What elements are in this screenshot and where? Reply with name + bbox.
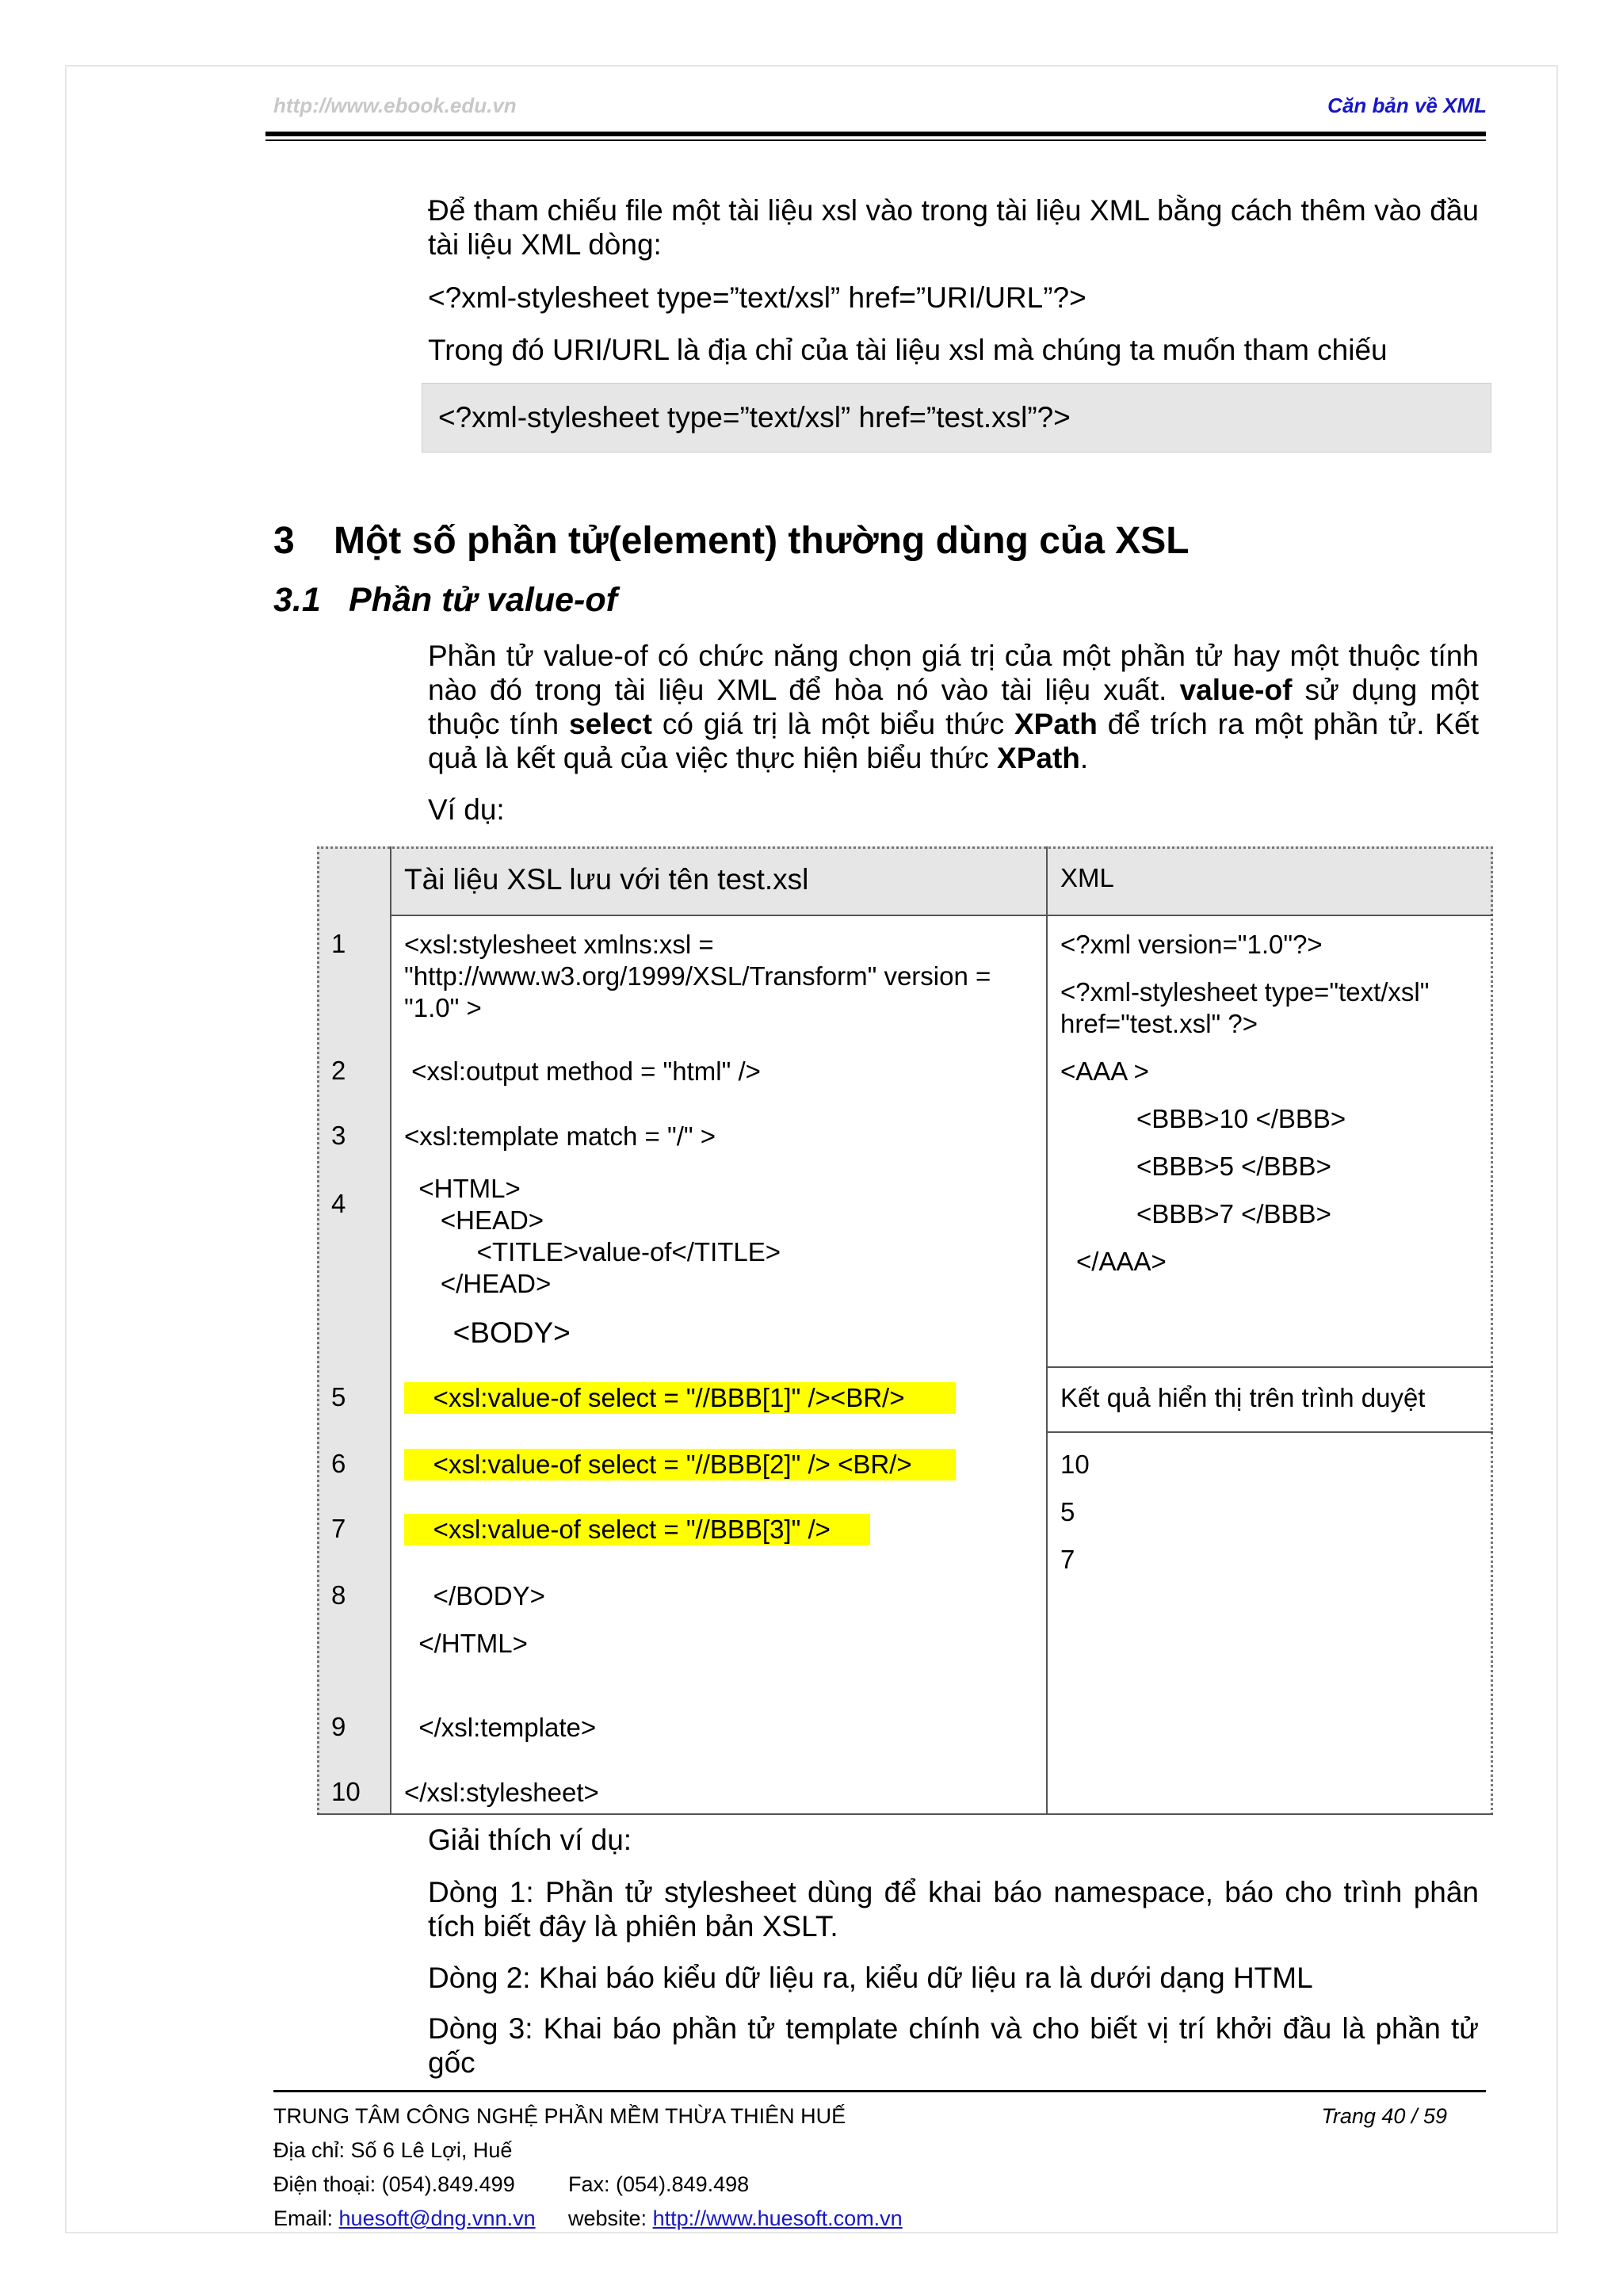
- line-number: 8: [331, 1580, 346, 1610]
- subsection-number: 3.1: [273, 581, 321, 619]
- desc-text: có giá trị là một biểu thức: [651, 708, 1014, 740]
- line-number: 2: [331, 1056, 346, 1085]
- xml-code-line: </AAA>: [1076, 1247, 1167, 1276]
- result-value: 5: [1060, 1497, 1075, 1526]
- line-number: 7: [331, 1514, 346, 1543]
- footer-phone: Điện thoại: (054).849.499: [273, 2172, 515, 2196]
- xsl-code-line: <xsl:template match = "/" >: [404, 1121, 716, 1151]
- header-url: http://www.ebook.edu.vn: [273, 94, 517, 117]
- subsection-title: Phần tử value-of: [349, 581, 617, 619]
- header-rule-thin: [265, 139, 1486, 141]
- desc-bold: XPath: [1014, 708, 1098, 740]
- xsl-code-line: <HTML>: [404, 1174, 521, 1203]
- explanation-line: Dòng 1: Phần tử stylesheet dùng để khai báo namespace, báo cho trình phân tích biết đây là phiên bản XSLT.: [428, 1876, 1479, 1943]
- website-link[interactable]: http://www.huesoft.com.vn: [652, 2206, 903, 2230]
- header-rule: [265, 132, 1486, 136]
- email-label: Email:: [273, 2206, 339, 2230]
- xsl-code-line: </HTML>: [404, 1629, 528, 1658]
- code-example-box: [422, 383, 1491, 453]
- intro-paragraph: Để tham chiếu file một tài liệu xsl vào trong tài liệu XML bằng cách thêm vào đầu tài liệu XML dòng:: [428, 194, 1479, 261]
- highlighted-code-line: <xsl:value-of select = "//BBB[3]" />: [404, 1514, 870, 1545]
- table-border: [1046, 1366, 1493, 1368]
- table-border: [390, 915, 1493, 916]
- xsl-code-line: </BODY>: [404, 1581, 545, 1610]
- section-number: 3: [273, 520, 295, 562]
- xsl-code-line: </xsl:stylesheet>: [404, 1778, 599, 1807]
- desc-text: sử dụng một thuộc tính: [428, 674, 1479, 740]
- intro-note: Trong đó URI/URL là địa chỉ của tài liệu xsl mà chúng ta muốn tham chiếu: [428, 334, 1388, 366]
- code-example: <?xml-stylesheet type=”text/xsl” href=”test.xsl”?>: [438, 401, 1071, 434]
- footer-email: [273, 2206, 536, 2231]
- xsl-code-line: <HEAD>: [404, 1205, 544, 1235]
- xml-code-line: <BBB>7 </BBB>: [1136, 1199, 1331, 1228]
- table-border: [1046, 846, 1048, 1815]
- website-label: website:: [568, 2206, 653, 2230]
- desc-text: .: [1079, 742, 1089, 774]
- xml-code-line: href="test.xsl" ?>: [1060, 1009, 1258, 1038]
- example-table: [317, 846, 1493, 1815]
- line-number: 6: [331, 1449, 346, 1478]
- section-heading: [273, 519, 1190, 563]
- result-value: 10: [1060, 1450, 1090, 1479]
- xml-code-line: <BBB>5 </BBB>: [1136, 1152, 1331, 1181]
- xsl-code-line: </xsl:template>: [404, 1713, 597, 1742]
- xsl-column-header: Tài liệu XSL lưu với tên test.xsl: [404, 863, 809, 896]
- xsl-code-line: "http://www.w3.org/1999/XSL/Transform" version =: [404, 961, 991, 991]
- line-number: 3: [331, 1121, 346, 1150]
- footer-organization: TRUNG TÂM CÔNG NGHỆ PHẦN MỀM THỪA THIÊN HUẾ: [273, 2104, 846, 2128]
- line-number: 10: [331, 1777, 361, 1806]
- desc-bold: value-of: [1179, 674, 1293, 706]
- highlighted-code-line: <xsl:value-of select = "//BBB[2]" /> <BR/>: [404, 1449, 956, 1480]
- table-border: [317, 846, 1493, 849]
- xml-code-line: <?xml version="1.0"?>: [1060, 930, 1323, 959]
- footer-fax: Fax: (054).849.498: [568, 2172, 750, 2196]
- xsl-code-line: <xsl:stylesheet xmlns:xsl =: [404, 930, 714, 959]
- result-value: 7: [1060, 1545, 1075, 1574]
- line-number: 5: [331, 1382, 346, 1412]
- line-number-column: [317, 846, 390, 1815]
- xsl-code-line: "1.0" >: [404, 993, 482, 1022]
- subsection-heading: [273, 581, 617, 620]
- email-link[interactable]: huesoft@dng.vnn.vn: [338, 2206, 536, 2230]
- desc-bold: XPath: [997, 742, 1080, 774]
- explanation-title: Giải thích ví dụ:: [428, 1824, 632, 1856]
- xml-column-header: XML: [1060, 863, 1114, 892]
- table-border: [1046, 1431, 1493, 1433]
- page-number: Trang 40 / 59: [1321, 2104, 1447, 2128]
- highlighted-code-line: <xsl:value-of select = "//BBB[1]" /><BR/>: [404, 1382, 956, 1414]
- xsl-code-line: <TITLE>value-of</TITLE>: [404, 1237, 781, 1266]
- example-label: Ví dụ:: [428, 793, 505, 826]
- explanation-line: Dòng 2: Khai báo kiểu dữ liệu ra, kiểu dữ liệu ra là dưới dạng HTML: [428, 1962, 1313, 1994]
- header-title: Căn bản về XML: [1327, 94, 1487, 117]
- footer-address: Địa chỉ: Số 6 Lê Lợi, Huế: [273, 2138, 513, 2162]
- result-header: Kết quả hiển thị trên trình duyệt: [1060, 1383, 1426, 1412]
- xml-code-line: <?xml-stylesheet type="text/xsl": [1060, 977, 1430, 1007]
- xsl-code-line: <BODY>: [404, 1316, 571, 1349]
- desc-text: Phần tử value-of có chức năng chọn giá trị của một phần tử hay một thuộc tính nào đó trong tài liệu XML để hòa nó vào tài liệu xuất.: [428, 640, 1479, 706]
- desc-bold: select: [569, 708, 652, 740]
- xsl-code-line: </HEAD>: [404, 1269, 552, 1298]
- table-border: [317, 846, 319, 1815]
- line-number: 1: [331, 929, 346, 958]
- desc-text: để trích ra một phần tử. Kết quả là kết quả của việc thực hiện biểu thức: [428, 708, 1479, 774]
- footer-website: [568, 2206, 903, 2231]
- xml-code-line: <BBB>10 </BBB>: [1136, 1104, 1346, 1133]
- table-border: [390, 846, 391, 1815]
- xml-code-line: <AAA >: [1060, 1056, 1149, 1086]
- footer-rule: [273, 2090, 1486, 2092]
- table-border: [1491, 846, 1493, 1815]
- value-of-description: [428, 639, 1479, 775]
- xsl-code-line: <xsl:output method = "html" />: [404, 1056, 761, 1086]
- table-border: [317, 1813, 1493, 1815]
- line-number: 9: [331, 1712, 346, 1741]
- explanation-line: Dòng 3: Khai báo phần tử template chính và cho biết vị trí khởi đầu là phần tử gốc: [428, 2012, 1479, 2079]
- line-number: 4: [331, 1189, 346, 1218]
- section-title: Một số phần tử(element) thường dùng của XSL: [334, 520, 1190, 562]
- stylesheet-syntax: <?xml-stylesheet type=”text/xsl” href=”URI/URL”?>: [428, 281, 1086, 314]
